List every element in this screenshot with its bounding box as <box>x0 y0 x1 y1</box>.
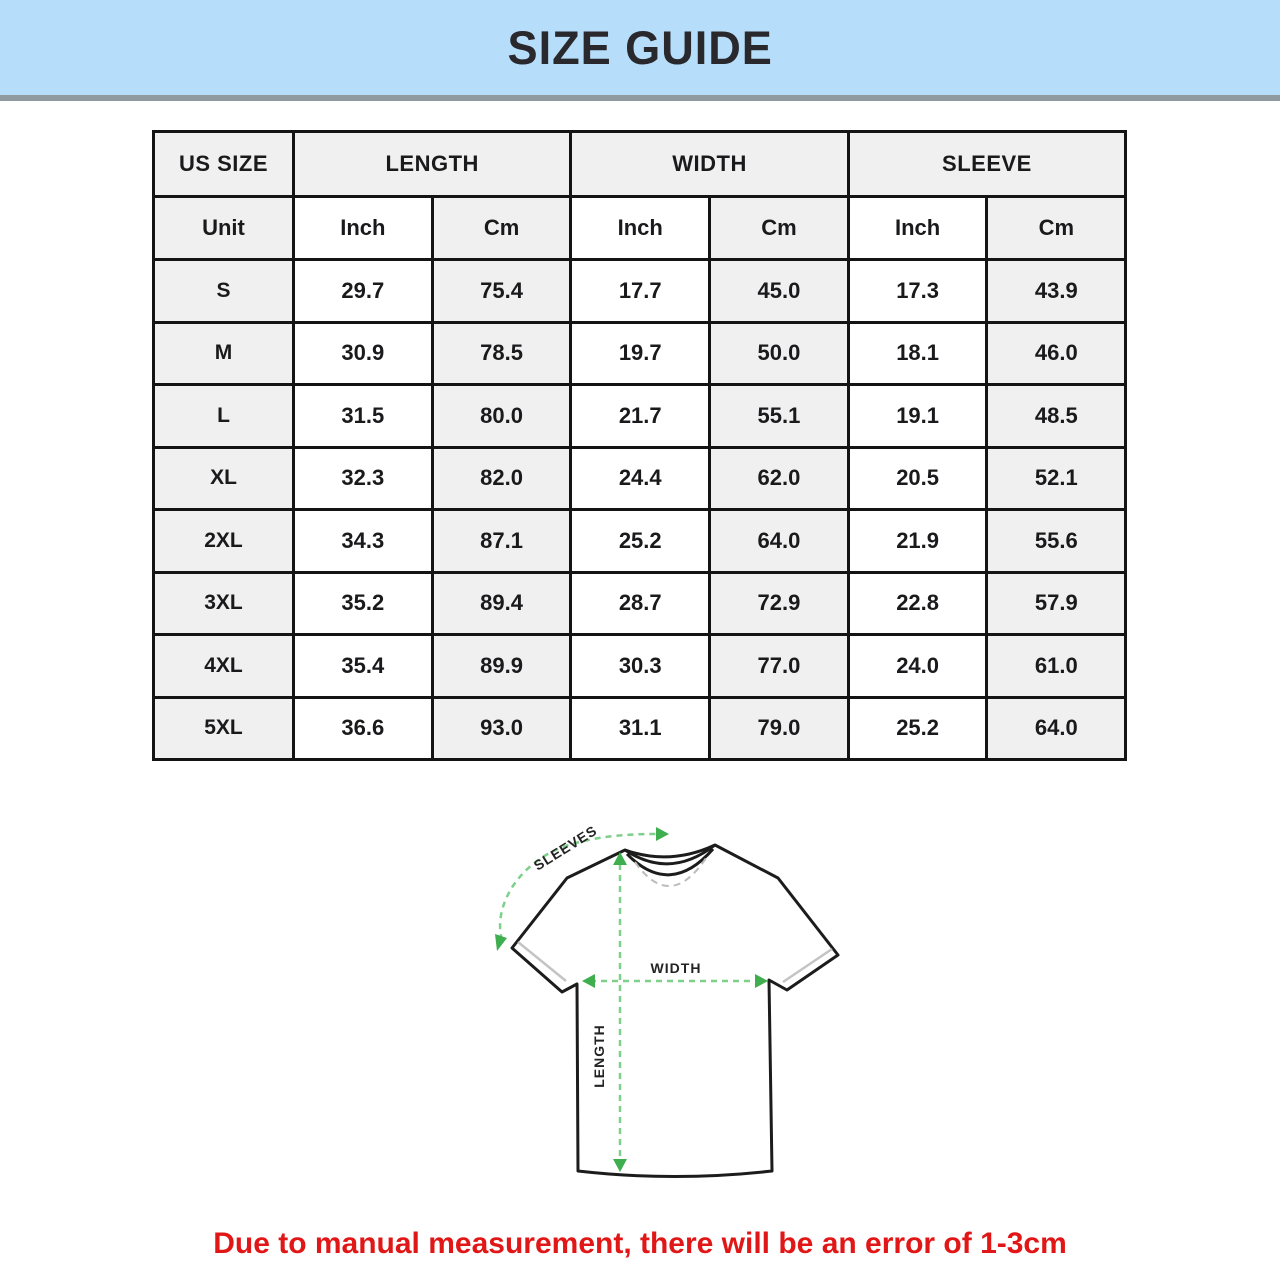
group-header-cell: SLEEVE <box>848 132 1125 197</box>
width-label: WIDTH <box>650 960 702 976</box>
value-cell: 24.4 <box>571 447 710 510</box>
value-cell: 25.2 <box>571 510 710 573</box>
value-cell: 19.1 <box>848 385 987 448</box>
size-cell: XL <box>154 447 294 510</box>
table-row <box>154 635 1126 698</box>
value-cell: 21.7 <box>571 385 710 448</box>
unit-header-cell: Inch <box>294 197 433 260</box>
size-table <box>152 130 1127 761</box>
value-cell: 55.6 <box>987 510 1126 573</box>
value-cell: 89.4 <box>432 572 571 635</box>
group-header-cell: US SIZE <box>154 132 294 197</box>
page-title: SIZE GUIDE <box>507 21 773 74</box>
unit-header-cell: Cm <box>710 197 849 260</box>
value-cell: 32.3 <box>294 447 433 510</box>
value-cell: 45.0 <box>710 260 849 323</box>
size-cell: S <box>154 260 294 323</box>
tshirt-outline-icon <box>512 845 838 1177</box>
table-row <box>154 510 1126 573</box>
table-row <box>154 572 1126 635</box>
measurement-disclaimer: Due to manual measurement, there will be an error of 1-3cm <box>213 1227 1067 1260</box>
value-cell: 17.3 <box>848 260 987 323</box>
value-cell: 52.1 <box>987 447 1126 510</box>
size-cell: 2XL <box>154 510 294 573</box>
value-cell: 48.5 <box>987 385 1126 448</box>
value-cell: 78.5 <box>432 322 571 385</box>
value-cell: 93.0 <box>432 697 571 760</box>
value-cell: 21.9 <box>848 510 987 573</box>
value-cell: 50.0 <box>710 322 849 385</box>
value-cell: 30.3 <box>571 635 710 698</box>
value-cell: 43.9 <box>987 260 1126 323</box>
value-cell: 79.0 <box>710 697 849 760</box>
value-cell: 18.1 <box>848 322 987 385</box>
value-cell: 82.0 <box>432 447 571 510</box>
value-cell: 80.0 <box>432 385 571 448</box>
value-cell: 75.4 <box>432 260 571 323</box>
size-cell: 4XL <box>154 635 294 698</box>
group-header-cell: WIDTH <box>571 132 848 197</box>
value-cell: 31.1 <box>571 697 710 760</box>
tshirt-measurement-diagram <box>490 818 850 1222</box>
value-cell: 64.0 <box>710 510 849 573</box>
value-cell: 72.9 <box>710 572 849 635</box>
table-row <box>154 447 1126 510</box>
value-cell: 17.7 <box>571 260 710 323</box>
value-cell: 64.0 <box>987 697 1126 760</box>
value-cell: 25.2 <box>848 697 987 760</box>
group-header-cell: LENGTH <box>294 132 571 197</box>
value-cell: 24.0 <box>848 635 987 698</box>
size-cell: M <box>154 322 294 385</box>
value-cell: 35.2 <box>294 572 433 635</box>
table-row <box>154 260 1126 323</box>
value-cell: 55.1 <box>710 385 849 448</box>
value-cell: 62.0 <box>710 447 849 510</box>
value-cell: 46.0 <box>987 322 1126 385</box>
value-cell: 30.9 <box>294 322 433 385</box>
unit-header-cell: Cm <box>432 197 571 260</box>
title-banner <box>0 0 1280 101</box>
value-cell: 28.7 <box>571 572 710 635</box>
value-cell: 77.0 <box>710 635 849 698</box>
size-cell: L <box>154 385 294 448</box>
table-row <box>154 697 1126 760</box>
unit-header-cell: Inch <box>848 197 987 260</box>
value-cell: 61.0 <box>987 635 1126 698</box>
value-cell: 34.3 <box>294 510 433 573</box>
sleeves-label: SLEEVES <box>530 822 600 874</box>
value-cell: 87.1 <box>432 510 571 573</box>
value-cell: 31.5 <box>294 385 433 448</box>
table-row <box>154 385 1126 448</box>
length-label: LENGTH <box>591 1024 607 1088</box>
value-cell: 57.9 <box>987 572 1126 635</box>
value-cell: 29.7 <box>294 260 433 323</box>
unit-header-cell: Unit <box>154 197 294 260</box>
unit-header-cell: Cm <box>987 197 1126 260</box>
value-cell: 35.4 <box>294 635 433 698</box>
size-cell: 3XL <box>154 572 294 635</box>
value-cell: 36.6 <box>294 697 433 760</box>
value-cell: 19.7 <box>571 322 710 385</box>
value-cell: 22.8 <box>848 572 987 635</box>
size-cell: 5XL <box>154 697 294 760</box>
value-cell: 20.5 <box>848 447 987 510</box>
unit-header-cell: Inch <box>571 197 710 260</box>
size-table-wrap <box>152 130 1127 761</box>
value-cell: 89.9 <box>432 635 571 698</box>
table-row <box>154 322 1126 385</box>
